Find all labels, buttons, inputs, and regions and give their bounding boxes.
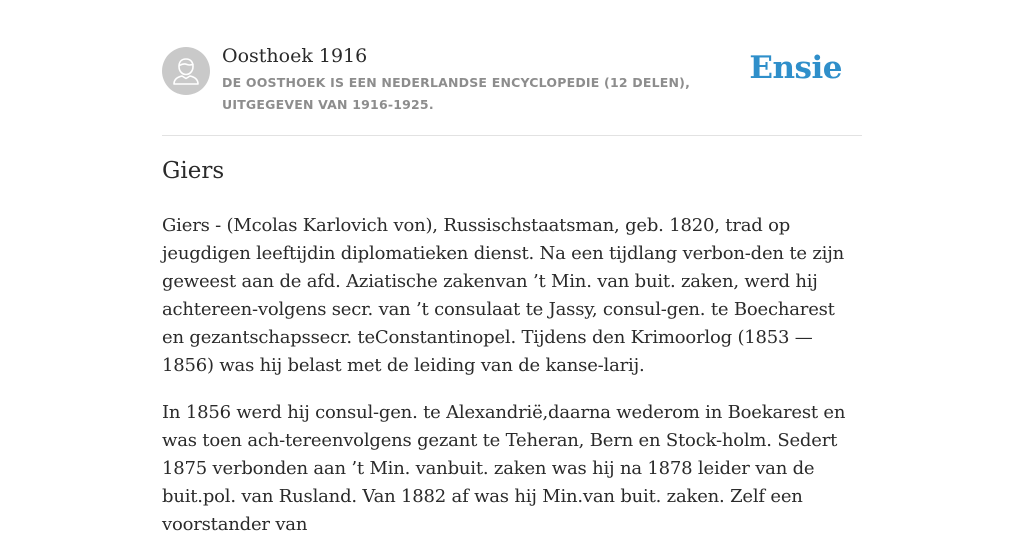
user-silhouette-icon[interactable]: [162, 47, 210, 95]
source-description: DE OOSTHOEK IS EEN NEDERLANDSE ENCYCLOPEDIE (12 DELEN), UITGEGEVEN VAN 1916-1925.: [222, 75, 691, 112]
content-container: [162, 0, 862, 535]
entry-body: [162, 212, 862, 558]
source-header: [162, 0, 862, 136]
source-title[interactable]: Oosthoek 1916: [222, 45, 368, 67]
brand-logo-link[interactable]: Ensie: [749, 50, 842, 86]
entry-title: Giers: [162, 158, 225, 184]
entry-paragraph: Giers - (Mcolas Karlovich von), Russischstaatsman, geb. 1820, trad op jeugdigen leeftijdin diplomatieken dienst. Na een tijdlang verbon-den te zijn geweest aan de afd. Aziatische zakenvan ’t Min. van buit. zaken, werd hij achtereen-volgens secr. van ’t consulaat te Jassy, consul-gen. te Boecharest en gezantschapssecr. teConstantinopel. Tijdens den Krimoorlog (1853 —1856) was hij belast met de leiding van de kanse-larij.: [162, 215, 844, 376]
entry-paragraph: In 1856 werd hij consul-gen. te Alexandrië,daarna wederom in Boekarest en was toen ach-tereenvolgens gezant te Teheran, Bern en Stock-holm. Sedert 1875 verbonden aan ’t Min. vanbuit. zaken was hij na 1878 leider van de buit.pol. van Rusland. Van 1882 af was hij Min.van buit. zaken. Zelf een voorstander van: [162, 402, 846, 535]
